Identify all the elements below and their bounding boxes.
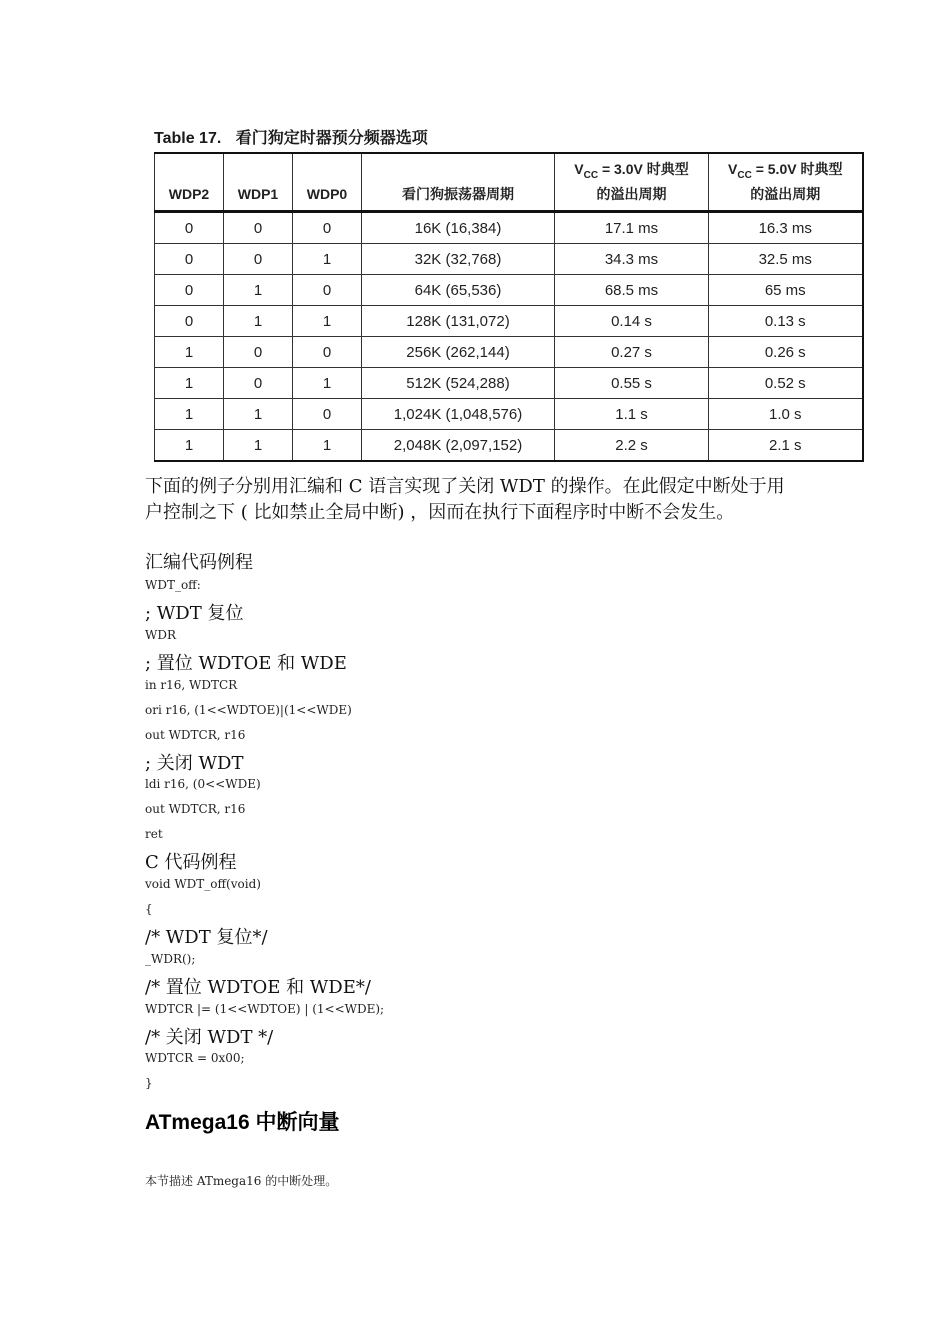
- c-code-line: _WDR();: [145, 952, 196, 966]
- cell-timeout-5v: 65 ms: [709, 275, 863, 306]
- c-code-line: void WDT_off(void): [145, 877, 261, 891]
- header-wdp2: WDP2: [155, 153, 224, 212]
- table-row: [155, 368, 863, 399]
- cell-wdp1: 1: [224, 430, 293, 462]
- cell-timeout-5v: 32.5 ms: [709, 244, 863, 275]
- cell-timeout-3v: 0.55 s: [555, 368, 709, 399]
- cell-timeout-3v: 34.3 ms: [555, 244, 709, 275]
- cell-wdp0: 1: [293, 368, 362, 399]
- cell-timeout-3v: 0.27 s: [555, 337, 709, 368]
- cell-wdp0: 0: [293, 399, 362, 430]
- cell-timeout-5v: 2.1 s: [709, 430, 863, 462]
- asm-comment-line: ; WDT 复位: [145, 603, 244, 624]
- asm-code-line: ldi r16, (0<<WDE): [145, 777, 261, 791]
- cell-cycles: 1,024K (1,048,576): [362, 399, 555, 430]
- cell-timeout-5v: 1.0 s: [709, 399, 863, 430]
- asm-code-line: ret: [145, 827, 163, 841]
- cell-wdp0: 1: [293, 244, 362, 275]
- cell-timeout-3v: 2.2 s: [555, 430, 709, 462]
- cell-wdp1: 0: [224, 368, 293, 399]
- asm-code-line: WDT_off:: [145, 578, 201, 592]
- table-title: 看门狗定时器预分频器选项: [235, 130, 428, 147]
- header-wdp1: WDP1: [224, 153, 293, 212]
- asm-comment-line: ; 置位 WDTOE 和 WDE: [145, 653, 347, 674]
- cell-wdp2: 1: [155, 368, 224, 399]
- asm-code-line: out WDTCR, r16: [145, 802, 246, 816]
- cell-timeout-3v: 68.5 ms: [555, 275, 709, 306]
- cell-timeout-5v: 0.52 s: [709, 368, 863, 399]
- header-oscillator-cycles: 看门狗振荡器周期: [362, 153, 555, 212]
- asm-example-title: 汇编代码例程: [145, 552, 253, 573]
- cell-wdp0: 0: [293, 337, 362, 368]
- cell-wdp2: 0: [155, 306, 224, 337]
- cell-cycles: 128K (131,072): [362, 306, 555, 337]
- c-code-line: {: [145, 902, 153, 916]
- c-comment-line: /* WDT 复位*/: [145, 927, 268, 948]
- c-code-line: }: [145, 1076, 153, 1090]
- intro-line-2: 户控制之下 ( 比如禁止全局中断) ，因而在执行下面程序时中断不会发生。: [145, 502, 735, 523]
- cell-timeout-3v: 17.1 ms: [555, 212, 709, 244]
- cell-wdp2: 1: [155, 430, 224, 462]
- table-row: [155, 212, 863, 244]
- table-header-row: [155, 153, 863, 212]
- cell-cycles: 64K (65,536): [362, 275, 555, 306]
- header-wdp0: WDP0: [293, 153, 362, 212]
- intro-paragraph: [145, 474, 825, 526]
- table-row: [155, 244, 863, 275]
- c-code-line: WDTCR |= (1<<WDTOE) | (1<<WDE);: [145, 1002, 385, 1016]
- cell-timeout-3v: 0.14 s: [555, 306, 709, 337]
- cell-timeout-5v: 16.3 ms: [709, 212, 863, 244]
- cell-wdp0: 0: [293, 212, 362, 244]
- cell-wdp1: 0: [224, 212, 293, 244]
- c-code-line: WDTCR = 0x00;: [145, 1051, 245, 1065]
- prescale-table: [154, 152, 864, 462]
- cell-timeout-5v: 0.13 s: [709, 306, 863, 337]
- table-row: [155, 399, 863, 430]
- cell-wdp1: 0: [224, 244, 293, 275]
- table-row: [155, 337, 863, 368]
- intro-line-1: 下面的例子分别用汇编和 C 语言实现了关闭 WDT 的操作。在此假定中断处于用: [145, 476, 785, 497]
- cell-wdp0: 1: [293, 306, 362, 337]
- header-vcc-5v: $V_{CC} = 5.0V$ 时典型 的溢出周期: [709, 153, 863, 212]
- header-vcc-3v: $V_{CC} = 3.0V$ 时典型 的溢出周期: [555, 153, 709, 212]
- c-example-title: C 代码例程: [145, 852, 237, 873]
- asm-comment-line: ; 关闭 WDT: [145, 753, 244, 774]
- cell-wdp2: 0: [155, 212, 224, 244]
- cell-cycles: 2,048K (2,097,152): [362, 430, 555, 462]
- cell-cycles: 16K (16,384): [362, 212, 555, 244]
- cell-wdp1: 0: [224, 337, 293, 368]
- cell-cycles: 512K (524,288): [362, 368, 555, 399]
- cell-wdp2: 0: [155, 244, 224, 275]
- table-row: [155, 275, 863, 306]
- asm-code-line: WDR: [145, 628, 176, 642]
- asm-code-line: ori r16, (1<<WDTOE)|(1<<WDE): [145, 703, 352, 717]
- cell-wdp2: 0: [155, 275, 224, 306]
- table-row: [155, 430, 863, 462]
- asm-code-line: out WDTCR, r16: [145, 728, 246, 742]
- cell-wdp0: 0: [293, 275, 362, 306]
- section-description: 本节描述 ATmega16 的中断处理。: [145, 1174, 338, 1188]
- table-number: Table 17.: [154, 130, 222, 147]
- asm-code-line: in r16, WDTCR: [145, 678, 238, 692]
- cell-wdp1: 1: [224, 399, 293, 430]
- cell-wdp2: 1: [155, 399, 224, 430]
- cell-wdp1: 1: [224, 275, 293, 306]
- cell-cycles: 256K (262,144): [362, 337, 555, 368]
- cell-timeout-5v: 0.26 s: [709, 337, 863, 368]
- cell-cycles: 32K (32,768): [362, 244, 555, 275]
- c-comment-line: /* 关闭 WDT */: [145, 1027, 274, 1048]
- cell-wdp1: 1: [224, 306, 293, 337]
- cell-wdp0: 1: [293, 430, 362, 462]
- table-row: [155, 306, 863, 337]
- cell-wdp2: 1: [155, 337, 224, 368]
- table-caption: [154, 125, 428, 148]
- cell-timeout-3v: 1.1 s: [555, 399, 709, 430]
- c-comment-line: /* 置位 WDTOE 和 WDE*/: [145, 977, 371, 998]
- section-heading: ATmega16 中断向量: [145, 1111, 340, 1134]
